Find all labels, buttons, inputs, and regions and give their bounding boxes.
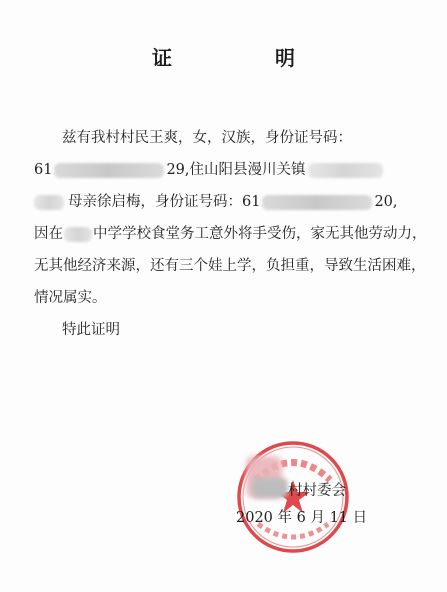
redacted-village-name xyxy=(308,163,383,178)
redacted-village-signature xyxy=(252,478,288,498)
mother-id-text: 母亲徐启梅，身份证号码：61 xyxy=(68,194,261,210)
body-line-4-text: 中学学校食堂务工意外将手受伤，家无其他劳动力， xyxy=(93,226,427,242)
redacted-mother-id xyxy=(262,195,372,210)
body-line-4-prefix: 因在 xyxy=(34,226,63,242)
redacted-school-name xyxy=(64,227,92,242)
mother-id-suffix: 20, xyxy=(374,194,398,210)
body-line-6 xyxy=(34,288,107,308)
closing-text: 特此证明 xyxy=(62,322,120,338)
signature-date: 2020 年 6 月 11 日 xyxy=(236,510,368,526)
body-line-1 xyxy=(62,128,352,148)
redacted-id-number xyxy=(54,163,164,178)
body-line-5 xyxy=(34,256,426,276)
signature-org: 村村委会 xyxy=(288,483,346,499)
address-text: 29,住山阳县漫川关镇 xyxy=(166,162,306,178)
closing-statement xyxy=(62,320,120,340)
id-prefix: 61 xyxy=(34,162,53,178)
body-line-6-text: 情况属实。 xyxy=(34,290,107,306)
body-line-4 xyxy=(34,224,427,244)
document-title: 证 明 xyxy=(152,46,343,70)
body-line-3 xyxy=(34,192,398,212)
redacted-address xyxy=(34,195,64,210)
body-line-2 xyxy=(34,160,383,180)
body-line-1-text: 兹有我村村民王爽，女，汉族，身份证号码： xyxy=(62,130,352,146)
body-line-5-text: 无其他经济来源，还有三个娃上学，负担重，导致生活困难， xyxy=(34,258,426,274)
